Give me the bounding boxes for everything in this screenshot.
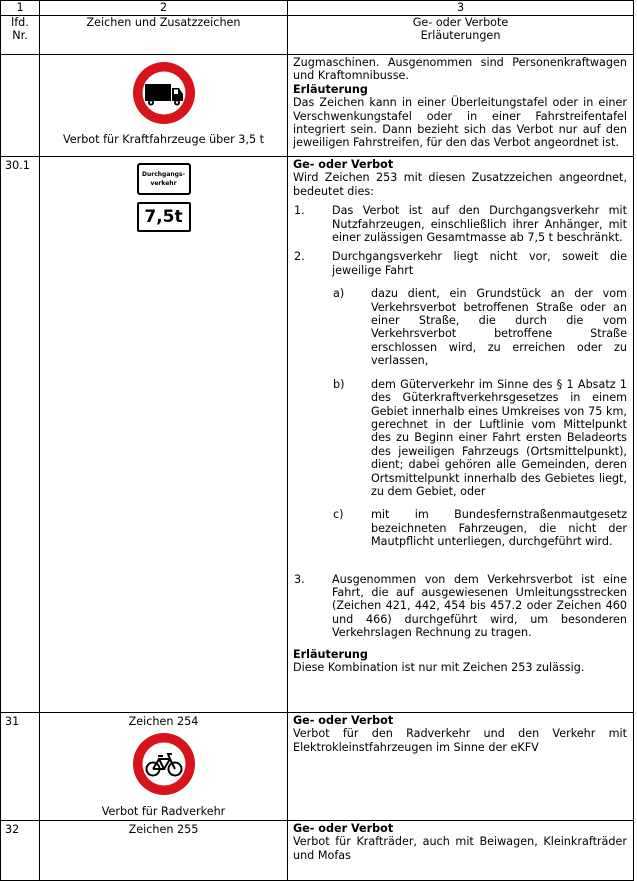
row-number: 31: [1, 713, 40, 821]
list-item-number: 3.: [294, 572, 305, 586]
list-item: [293, 250, 627, 277]
rule-text: Verbot für den Radverkehr und den Verkehr mit Elektrokleinstfahrzeugen im Sinne der eKFV: [293, 727, 627, 754]
rule-cell: [288, 821, 634, 881]
sign-cell: [40, 713, 288, 821]
list-item-text: Durchgangsverkehr liegt nicht vor, soweit die jeweilige Fahrt: [332, 250, 627, 277]
no-trucks-icon: [131, 60, 197, 126]
plate-line1: Durchgangs-: [141, 171, 185, 178]
sub-item-letter: c): [333, 508, 344, 522]
column-number-row: [1, 1, 634, 16]
list-item-text: Das Verbot ist auf den Durchgangsverkehr mit Nutzfahrzeugen, einschließlich ihrer Anhänger, mit einer zulässigen Gesamtmasse ab 7,5 t beschränkt.: [332, 204, 627, 245]
explanation-text: Diese Kombination ist nur mit Zeichen 253 zulässig.: [293, 661, 585, 674]
header-col3: [288, 16, 634, 55]
list-item-number: 1.: [294, 204, 305, 218]
rule-cell: [288, 713, 634, 821]
rule-text: Verbot für Krafträder, auch mit Beiwagen, Kleinkrafträder und Mofas: [293, 835, 627, 862]
sub-item-text: dem Güterverkehr im Sinne des § 1 Absatz 1 des Güterkraftverkehrsgesetzes in einem Gebiet innerhalb eines Umkreises von 75 km, gerechnet in der Luftlinie vom Mittelpunkt des zu Beginn einer Fahrt ersten Beladeorts des jeweiligen Fahrzeugs (Ortsmittelpunkt), dient; dabei gehören alle Gemeinden, deren Ortsmittelpunkt innerhalb des Gebietes liegt, zu dem Gebiet, oder: [371, 377, 627, 498]
explanation-heading: Erläuterung: [293, 647, 368, 661]
explanation-text: Das Zeichen kann in einer Überleitungstafel oder in einer Verschwenkungstafel oder in einer Fahrstreifentafel integriert sein. Dann bezieht sich das Verbot nur auf den jeweiligen Fahrstreifen, für den das Verbot angeordnet ist.: [293, 96, 627, 150]
header-col1: [1, 16, 40, 55]
row-number: 32: [1, 821, 40, 881]
sub-item: [331, 378, 627, 499]
header-row: [1, 16, 634, 55]
sign-cell: [40, 55, 288, 157]
sign-title: Zeichen 255: [128, 823, 199, 836]
no-bicycles-icon: [131, 731, 197, 797]
sub-item: [331, 287, 627, 367]
explanation-heading: Erläuterung: [293, 82, 368, 96]
sign-cell: [40, 821, 288, 881]
column-number-3: 3: [288, 1, 634, 16]
row-32: [1, 821, 634, 881]
sign-caption: Verbot für Radverkehr: [101, 805, 226, 819]
list-item-text: Ausgenommen von dem Verkehrsverbot ist eine Fahrt, die auf ausgewiesenen Umleitungsstrecken (Zeichen 421, 442, 454 bis 457.2 oder Zeichen 460 und 466) durchgeführt wird, um besonderen Verkehrslagen Rechnung zu tragen.: [332, 572, 627, 640]
column-number-1: 1: [1, 1, 40, 16]
plate-line2: verkehr: [150, 180, 177, 187]
rule-intro: Wird Zeichen 253 mit diesen Zusatzzeichen angeordnet, bedeutet dies:: [293, 171, 627, 198]
sub-item-letter: a): [333, 287, 345, 301]
column-number-2: 2: [40, 1, 288, 16]
list-item: [293, 204, 627, 244]
sub-item-text: mit im Bundesfernstraßenmautgesetz bezeichneten Fahrzeugen, die nicht der Mautpflicht unterliegen, durchgeführt wird.: [371, 508, 627, 549]
row-number: [1, 55, 40, 157]
through-traffic-plate: [137, 163, 191, 195]
rule-cell: [288, 157, 634, 713]
rule-heading: Ge- oder Verbot: [293, 158, 394, 171]
header-col2: Zeichen und Zusatzzeichen: [40, 16, 288, 55]
header-col1-line2: Nr.: [12, 29, 28, 43]
sub-item: [331, 508, 627, 548]
row-number: 30.1: [1, 157, 40, 713]
sub-item-text: dazu dient, ein Grundstück an der vom Verkehrsverbot betroffenen Straße oder an einer Straße, die durch die vom Verkehrsverbot betroffene Straße erschlossen wird, zu erreichen oder zu verlassen,: [371, 287, 627, 368]
list-item-number: 2.: [294, 250, 305, 264]
rule-heading: Ge- oder Verbot: [293, 822, 394, 835]
header-col1-line1: lfd.: [11, 16, 29, 29]
sign-title: Zeichen 254: [128, 715, 199, 728]
continued-text: Zugmaschinen. Ausgenommen sind Personenkraftwagen und Kraftomnibusse.: [293, 56, 627, 83]
sign-caption: Verbot für Kraftfahrzeuge über 3,5 t: [62, 133, 265, 146]
rule-heading: Ge- oder Verbot: [293, 714, 394, 727]
rule-cell: [288, 55, 634, 157]
header-col3-line2: Erläuterungen: [420, 29, 501, 43]
sign-cell: [40, 157, 288, 713]
sub-item-letter: b): [333, 377, 345, 391]
weight-limit-plate: 7,5t: [137, 202, 191, 232]
row-zeichen-253-continued: [1, 55, 634, 157]
row-31: [1, 713, 634, 821]
header-col3-line1: Ge- oder Verbote: [412, 16, 509, 29]
list-item: [293, 573, 627, 640]
row-30-1: [1, 157, 634, 713]
